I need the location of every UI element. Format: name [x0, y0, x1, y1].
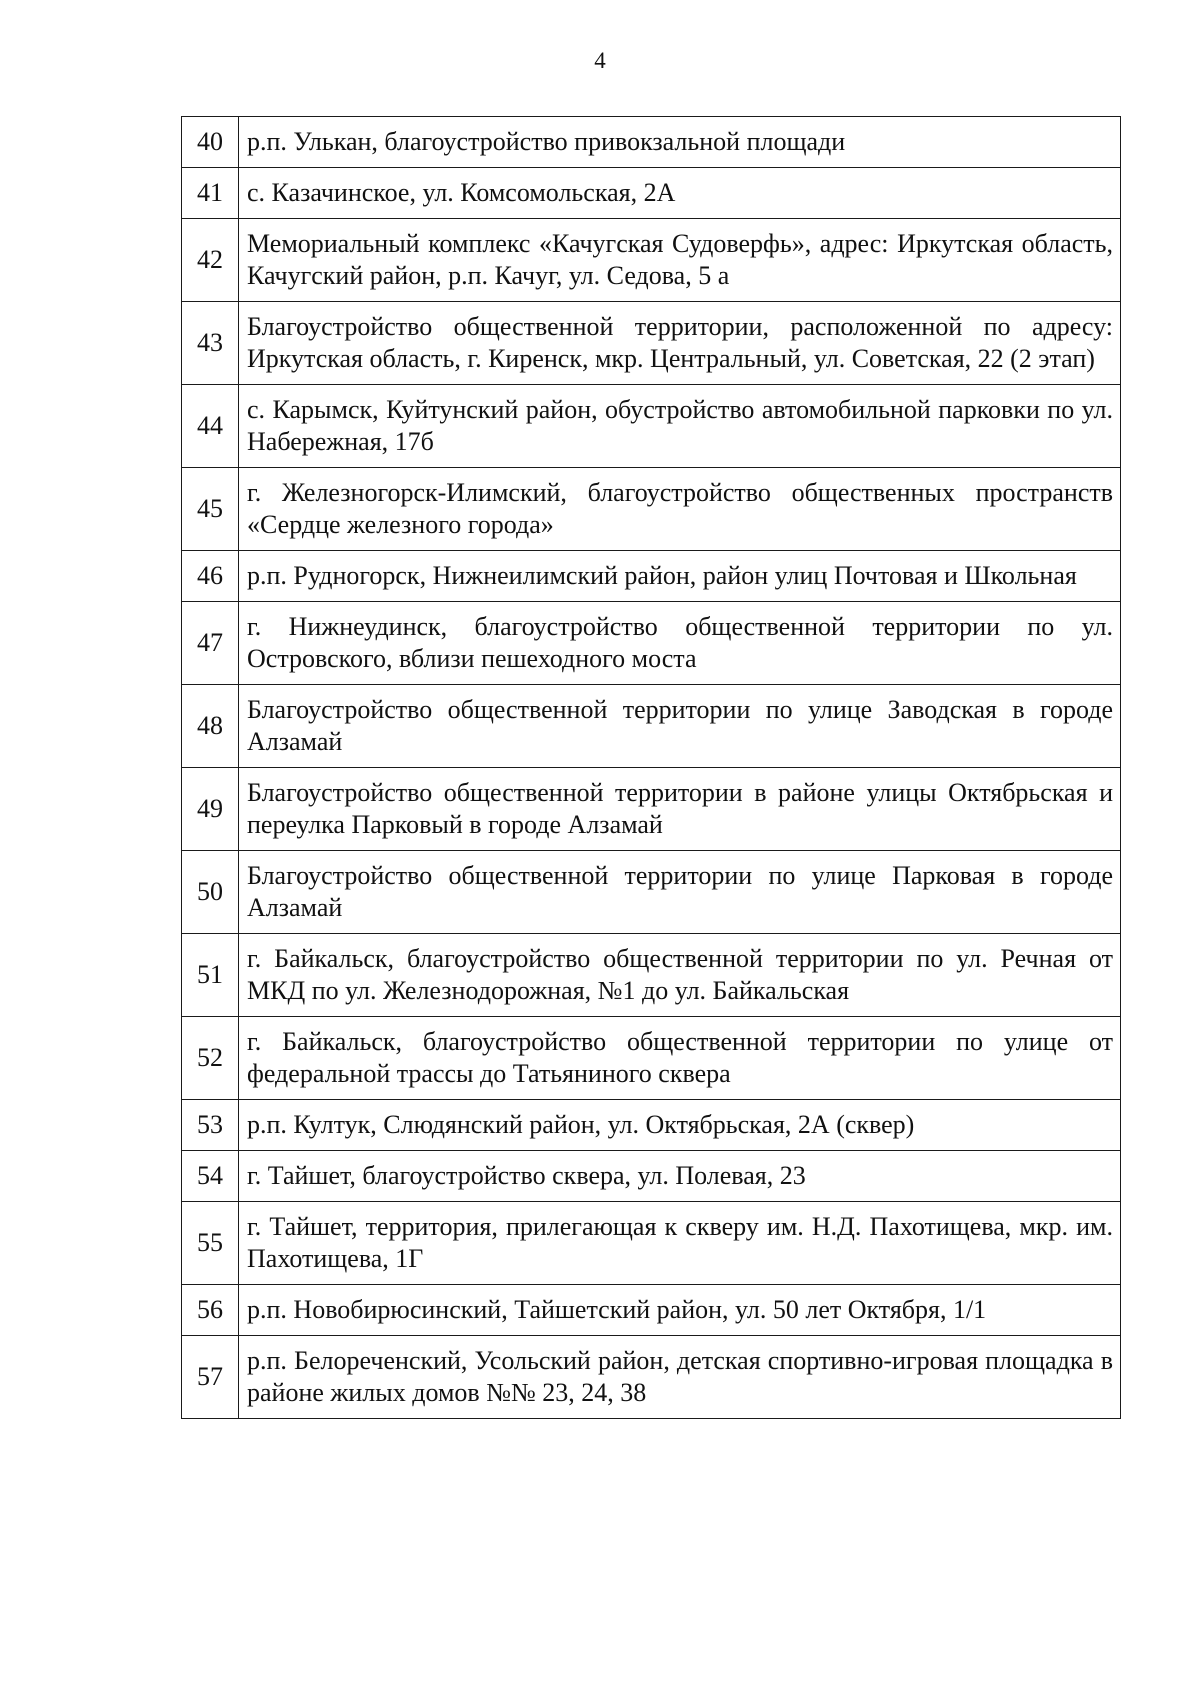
row-number: 52: [182, 1017, 239, 1100]
row-description: с. Карымск, Куйтунский район, обустройство автомобильной парковки по ул. Набережная, 17б: [239, 385, 1121, 468]
row-number: 50: [182, 851, 239, 934]
table-row: [182, 219, 1121, 302]
table-row: [182, 1336, 1121, 1419]
row-number: 56: [182, 1285, 239, 1336]
row-number: 40: [182, 117, 239, 168]
table-row: [182, 385, 1121, 468]
table-row: [182, 1151, 1121, 1202]
table-row: [182, 117, 1121, 168]
row-description: г. Байкальск, благоустройство общественной территории по ул. Речная от МКД по ул. Железнодорожная, №1 до ул. Байкальская: [239, 934, 1121, 1017]
table-row: [182, 302, 1121, 385]
table-row: [182, 851, 1121, 934]
table-row: [182, 602, 1121, 685]
row-description: Мемориальный комплекс «Качугская Судоверфь», адрес: Иркутская область, Качугский район, р.п. Качуг, ул. Седова, 5 а: [239, 219, 1121, 302]
row-description: с. Казачинское, ул. Комсомольская, 2А: [239, 168, 1121, 219]
row-number: 49: [182, 768, 239, 851]
table-row: [182, 1017, 1121, 1100]
row-number: 44: [182, 385, 239, 468]
row-number: 45: [182, 468, 239, 551]
row-number: 54: [182, 1151, 239, 1202]
row-description: г. Байкальск, благоустройство общественной территории по улице от федеральной трассы до Татьяниного сквера: [239, 1017, 1121, 1100]
row-number: 55: [182, 1202, 239, 1285]
row-description: г. Тайшет, территория, прилегающая к скверу им. Н.Д. Пахотищева, мкр. им. Пахотищева, 1Г: [239, 1202, 1121, 1285]
table-row: [182, 934, 1121, 1017]
row-number: 48: [182, 685, 239, 768]
row-description: Благоустройство общественной территории по улице Парковая в городе Алзамай: [239, 851, 1121, 934]
page-number: 4: [594, 48, 606, 73]
row-number: 46: [182, 551, 239, 602]
row-description: р.п. Новобирюсинский, Тайшетский район, ул. 50 лет Октября, 1/1: [239, 1285, 1121, 1336]
row-description: г. Тайшет, благоустройство сквера, ул. Полевая, 23: [239, 1151, 1121, 1202]
row-description: р.п. Рудногорск, Нижнеилимский район, район улиц Почтовая и Школьная: [239, 551, 1121, 602]
row-description: г. Нижнеудинск, благоустройство общественной территории по ул. Островского, вблизи пешеходного моста: [239, 602, 1121, 685]
row-number: 43: [182, 302, 239, 385]
table-row: [182, 768, 1121, 851]
row-number: 51: [182, 934, 239, 1017]
row-number: 47: [182, 602, 239, 685]
row-description: р.п. Култук, Слюдянский район, ул. Октябрьская, 2А (сквер): [239, 1100, 1121, 1151]
row-number: 42: [182, 219, 239, 302]
table-row: [182, 551, 1121, 602]
row-number: 57: [182, 1336, 239, 1419]
table-row: [182, 168, 1121, 219]
table-row: [182, 1285, 1121, 1336]
row-description: Благоустройство общественной территории по улице Заводская в городе Алзамай: [239, 685, 1121, 768]
row-description: г. Железногорск-Илимский, благоустройство общественных пространств «Сердце железного города»: [239, 468, 1121, 551]
table-row: [182, 685, 1121, 768]
row-description: р.п. Белореченский, Усольский район, детская спортивно-игровая площадка в районе жилых домов №№ 23, 24, 38: [239, 1336, 1121, 1419]
table-row: [182, 468, 1121, 551]
table-row: [182, 1202, 1121, 1285]
row-description: Благоустройство общественной территории в районе улицы Октябрьская и переулка Парковый в городе Алзамай: [239, 768, 1121, 851]
locations-table: [181, 116, 1121, 1419]
row-number: 53: [182, 1100, 239, 1151]
table-row: [182, 1100, 1121, 1151]
row-number: 41: [182, 168, 239, 219]
row-description: р.п. Улькан, благоустройство привокзальной площади: [239, 117, 1121, 168]
row-description: Благоустройство общественной территории, расположенной по адресу: Иркутская область, г. Киренск, мкр. Центральный, ул. Советская, 22 (2 этап): [239, 302, 1121, 385]
